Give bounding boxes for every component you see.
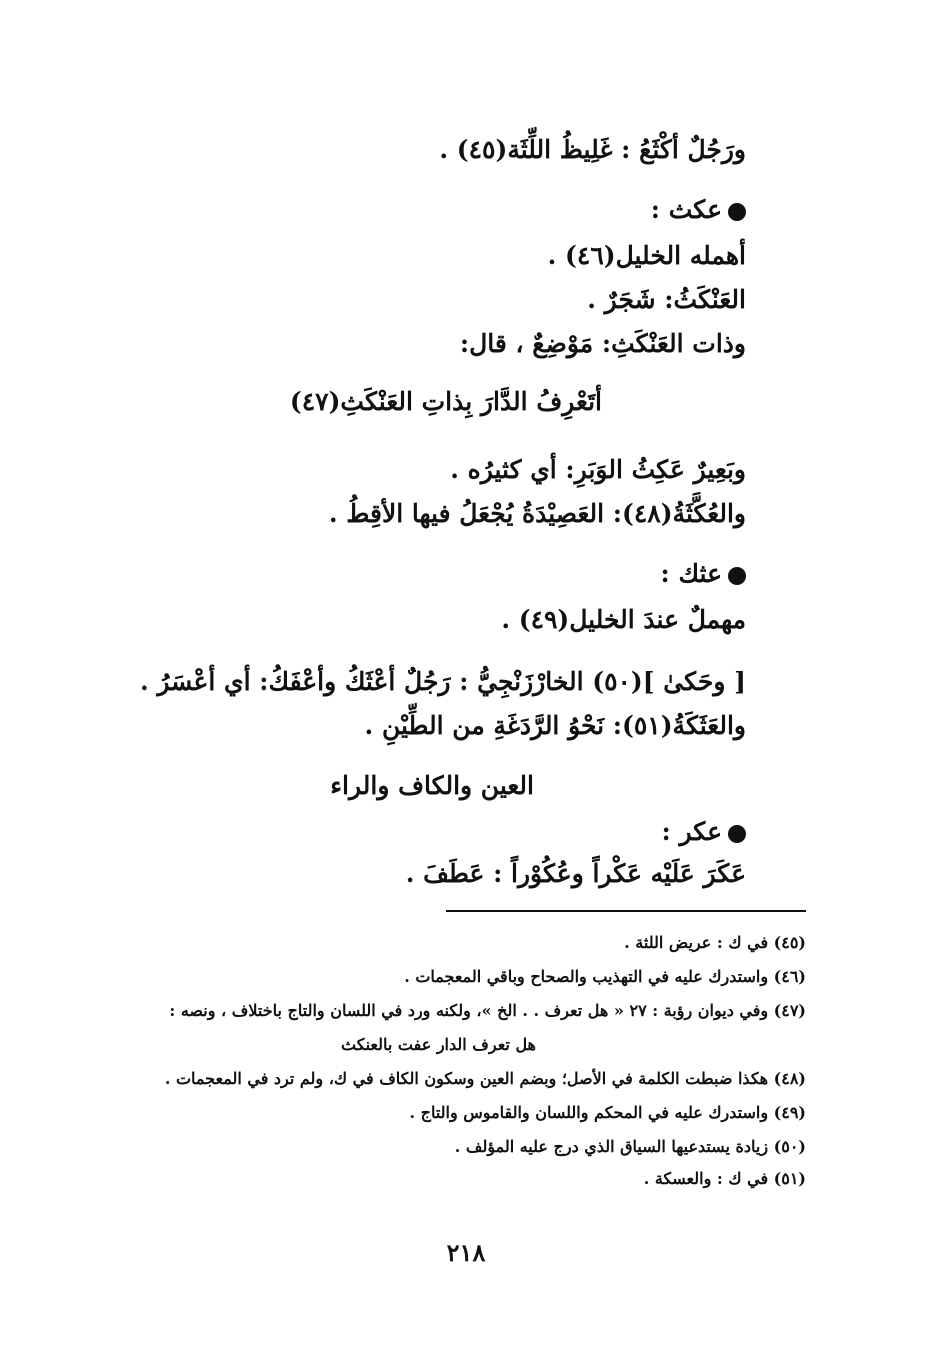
footnote: (٤٩) واستدرك عليه في المحكم واللسان والقاموس والتاج . — [409, 1103, 806, 1122]
footnote: (٥٠) زيادة يستدعيها السياق الذي درج عليه المؤلف . — [454, 1137, 806, 1156]
text-line: والعَثَكَةُ(٥١): نَحْوُ الرَّدَغَةِ من الطِّيْنِ . — [364, 711, 746, 740]
footnote: (٤٨) هكذا ضبطت الكلمة في الأصل؛ وبضم العين وسكون الكاف في ك، ولم ترد في المعجمات . — [164, 1069, 806, 1088]
footnote-separator — [446, 910, 806, 912]
bullet-icon — [728, 825, 746, 843]
section-heading: العين والكاف والراء — [330, 771, 534, 800]
footnote: (٥١) في ك : والعسكة . — [643, 1169, 806, 1188]
text-line: ورَجُلٌ أكْثَعُ : غَلِيظُ اللِّثَة(٤٥) . — [439, 135, 746, 164]
entry-label: عكث : — [650, 195, 722, 224]
bullet-icon — [728, 567, 746, 585]
text-line: وبَعِيرٌ عَكِثُ الوَبَرِ: أي كثيرُه . — [450, 455, 746, 484]
footnote: (٤٧) وفي ديوان رؤبة : ٢٧ « هل تعرف . . الخ »، ولكنه ورد في اللسان والتاج باختلاف ، ونصه : — [169, 1001, 806, 1020]
verse-line: أتَعْرِفُ الدَّارَ بِذاتِ العَنْكَثِ(٤٧) — [289, 387, 602, 416]
footnote: (٤٦) واستدرك عليه في التهذيب والصحاح وباقي المعجمات . — [404, 967, 806, 986]
page-number: ٢١٨ — [446, 1238, 486, 1267]
text-line: عَكَرَ عَلَيْه عَكْراً وعُكُوْراً : عَطَفَ . — [405, 859, 746, 888]
text-line: أهمله الخليل(٤٦) . — [547, 241, 746, 270]
text-line: [ وحَكىٰ ](٥٠) الخارْزَنْجِيُّ : رَجُلٌ أعْثَكُ وأعْفَكُ: أي أعْسَرُ . — [139, 667, 746, 696]
text-line: العَنْكَثُ: شَجَرٌ . — [587, 285, 746, 314]
entry-label: عثك : — [660, 559, 722, 588]
footnote: (٤٥) في ك : عريض اللثة . — [624, 933, 806, 952]
text-line: والعُكَّثَةُ(٤٨): العَصِيْدَةُ يُجْعَلُ فيها الأقِطُ . — [328, 499, 746, 528]
entry-label: عكر : — [661, 817, 722, 846]
text-line: مهملٌ عندَ الخليل(٤٩) . — [501, 605, 746, 634]
bullet-icon — [728, 203, 746, 221]
entry-heading-aakath — [651, 192, 746, 228]
footnote-continuation: هل تعرف الدار عفت بالعنكث — [341, 1035, 536, 1054]
entry-heading-akar — [662, 814, 746, 850]
text-line: وذات العَنْكَثِ: مَوْضِعٌ ، قال: — [459, 329, 746, 358]
entry-heading-athak — [661, 556, 746, 592]
